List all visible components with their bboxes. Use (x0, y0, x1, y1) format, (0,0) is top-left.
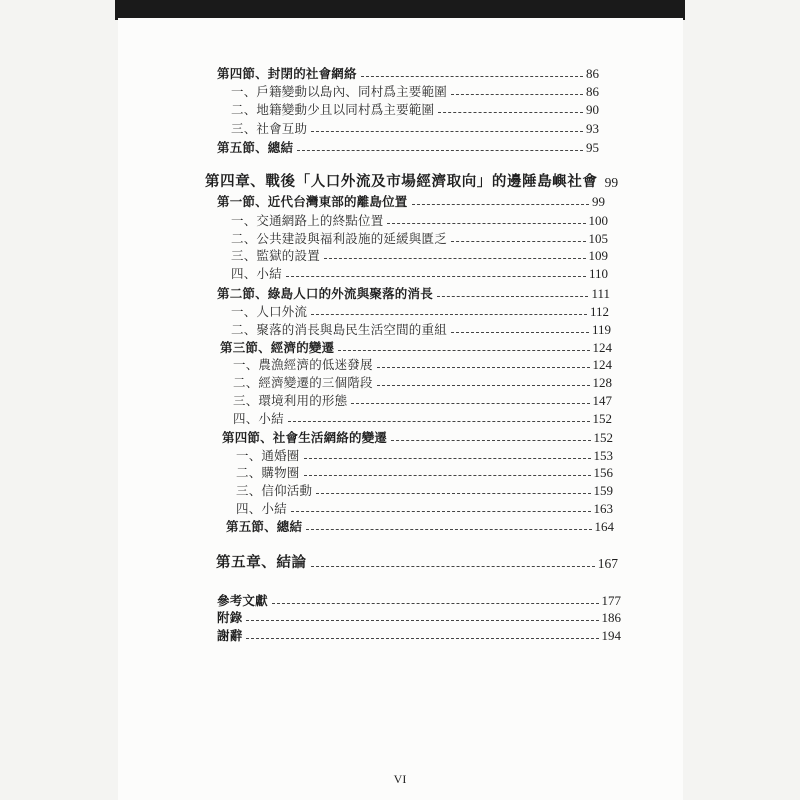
toc-entry-label: 三、監獄的設置 (231, 248, 320, 263)
toc-entry-label: 第四節、封閉的社會網絡 (217, 66, 357, 81)
toc-entry-label: 二、購物圈 (236, 465, 300, 480)
toc-entry-label: 一、戶籍變動以島內、同村爲主要範圍 (231, 84, 447, 99)
toc-entry-page: 124 (592, 340, 612, 355)
dot-leader (387, 222, 585, 224)
toc-entry-ch3-s4-1[interactable] (231, 80, 599, 100)
toc-entry-label: 第一節、近代台灣東部的離島位置 (217, 194, 408, 209)
toc-entry-page: 86 (586, 84, 599, 99)
toc-entry-label: 三、信仰活動 (236, 483, 313, 498)
toc-entry-appendix[interactable] (217, 606, 621, 626)
dot-leader (288, 420, 590, 422)
toc-entry-label: 一、通婚圈 (236, 448, 300, 463)
toc-entry-label: 四、小結 (231, 266, 282, 281)
dot-leader (297, 149, 583, 151)
toc-entry-ch3-s4-3[interactable] (231, 117, 599, 137)
toc-entry-ch4-s2-2[interactable] (231, 318, 611, 338)
dot-leader (311, 313, 587, 315)
toc-entry-label: 四、小結 (233, 411, 284, 426)
toc-chapter-label: 第五章、結論 (216, 554, 307, 571)
toc-entry-page: 186 (601, 610, 621, 625)
dot-leader (304, 457, 591, 459)
toc-entry-label: 一、交通網路上的終點位置 (231, 213, 384, 228)
toc-entry-page: 128 (592, 375, 612, 390)
toc-entry-ch4-s3-1[interactable] (233, 353, 612, 373)
toc-entry-label: 第五節、總結 (226, 519, 303, 534)
toc-entry-page: 95 (586, 140, 599, 155)
toc-entry-label: 二、經濟變遷的三個階段 (233, 375, 373, 390)
toc-entry-label: 第二節、綠島人口的外流與聚落的消長 (217, 286, 433, 301)
dot-leader (412, 203, 589, 205)
toc-entry-ch3-s4[interactable] (217, 62, 599, 82)
toc-entry-page: 110 (588, 266, 608, 281)
toc-entry-ch4-s2-1[interactable] (231, 300, 609, 320)
dot-leader (438, 111, 583, 113)
toc-entry-ch4-s3-2[interactable] (233, 371, 612, 391)
toc-entry-label: 二、公共建設與福利設施的延緩與匱乏 (231, 231, 447, 246)
toc-entry-page: 177 (601, 593, 621, 608)
dot-leader (451, 240, 586, 242)
toc-entry-ch4-s5[interactable] (226, 515, 614, 535)
toc-entry-label: 二、聚落的消長與島民生活空間的重組 (231, 322, 447, 337)
toc-entry-label: 第四節、社會生活網絡的變遷 (222, 430, 388, 445)
toc-entry-page: 93 (586, 121, 599, 136)
toc-entry-label: 四、小結 (236, 501, 287, 516)
toc-entry-page: 109 (588, 248, 608, 263)
toc-entry-ch4-s1[interactable] (217, 190, 605, 210)
toc-entry-page: 152 (592, 411, 612, 426)
dot-leader (437, 295, 589, 297)
toc-entry-label: 一、人口外流 (231, 304, 308, 319)
toc-entry-page: 156 (593, 465, 613, 480)
toc-entry-ch4-s4-4[interactable] (236, 497, 613, 517)
toc-entry-label: 一、農漁經濟的低迷發展 (233, 357, 373, 372)
toc-entry-page: 90 (586, 102, 599, 117)
dot-leader (361, 75, 583, 77)
toc-entry-label: 參考文獻 (217, 593, 268, 608)
dot-leader (286, 275, 586, 277)
toc-entry-page: 167 (597, 556, 618, 571)
toc-entry-ch4-s1-4[interactable] (231, 262, 608, 282)
toc-entry-ch4-s4-2[interactable] (236, 461, 613, 481)
toc-entry-page: 119 (591, 322, 611, 337)
dot-leader (351, 402, 589, 404)
toc-entry-label: 第三節、經濟的變遷 (220, 340, 335, 355)
dot-leader (306, 528, 591, 530)
toc-entry-page: 86 (586, 66, 599, 81)
toc-entry-page: 100 (588, 213, 608, 228)
dot-leader (324, 257, 586, 259)
toc-entry-label: 第五節、總結 (217, 140, 294, 155)
dot-leader (304, 474, 591, 476)
toc-entry-label: 三、環境利用的形態 (233, 393, 348, 408)
toc-entry-page: 194 (601, 628, 621, 643)
toc-entry-ch3-s5[interactable] (217, 136, 599, 156)
page-number: VI (393, 772, 407, 786)
toc-entry-ch4-s1-3[interactable] (231, 244, 608, 264)
toc-entry-page: 147 (592, 393, 612, 408)
toc-entry-label: 三、社會互助 (231, 121, 308, 136)
dot-leader (451, 93, 583, 95)
toc-entry-page: 152 (593, 430, 613, 445)
dot-leader (311, 130, 583, 132)
toc-entry-ch4-s3-4[interactable] (233, 407, 612, 427)
toc-entry-ch4-s4[interactable] (222, 426, 613, 446)
toc-entry-page: 153 (593, 448, 613, 463)
toc-entry-ch4-s1-1[interactable] (231, 209, 608, 229)
dot-leader (246, 619, 598, 621)
toc-entry-label: 二、地籍變動少且以同村爲主要範圍 (231, 102, 435, 117)
toc-entry-page: 164 (594, 519, 614, 534)
toc-entry-page: 105 (588, 231, 608, 246)
toc-entry-ch4-s2[interactable] (217, 282, 610, 302)
toc-entry-ch5[interactable] (216, 552, 618, 572)
toc-entry-ch4-s4-3[interactable] (236, 479, 613, 499)
dot-leader (338, 349, 589, 351)
toc-entry-page: 112 (589, 304, 609, 319)
dot-leader (272, 602, 599, 604)
toc-entry-ch3-s4-2[interactable] (231, 98, 599, 118)
toc-entry-label: 謝辭 (217, 628, 243, 643)
toc-entry-page: 111 (591, 286, 610, 301)
toc-entry-ch4[interactable] (205, 171, 619, 191)
toc-entry-page: 124 (592, 357, 612, 372)
dot-leader (377, 384, 590, 386)
dot-leader (316, 492, 590, 494)
toc-entry-acknowledgements[interactable] (217, 624, 621, 644)
dot-leader (311, 565, 595, 567)
dot-leader (391, 439, 590, 441)
toc-entry-label: 附錄 (217, 610, 243, 625)
dot-leader (451, 331, 589, 333)
toc-entry-page: 159 (593, 483, 613, 498)
toc-chapter-label: 第四章、戰後「人口外流及市場經濟取向」的邊陲島嶼社會 (205, 173, 598, 190)
toc-entry-page: 99 (592, 194, 605, 209)
toc-entry-ch4-s3-3[interactable] (233, 389, 612, 409)
dot-leader (246, 637, 598, 639)
toc-entry-page: 163 (593, 501, 613, 516)
dot-leader (291, 510, 591, 512)
dot-leader (377, 366, 590, 368)
toc-entry-page: 99 (604, 175, 619, 190)
